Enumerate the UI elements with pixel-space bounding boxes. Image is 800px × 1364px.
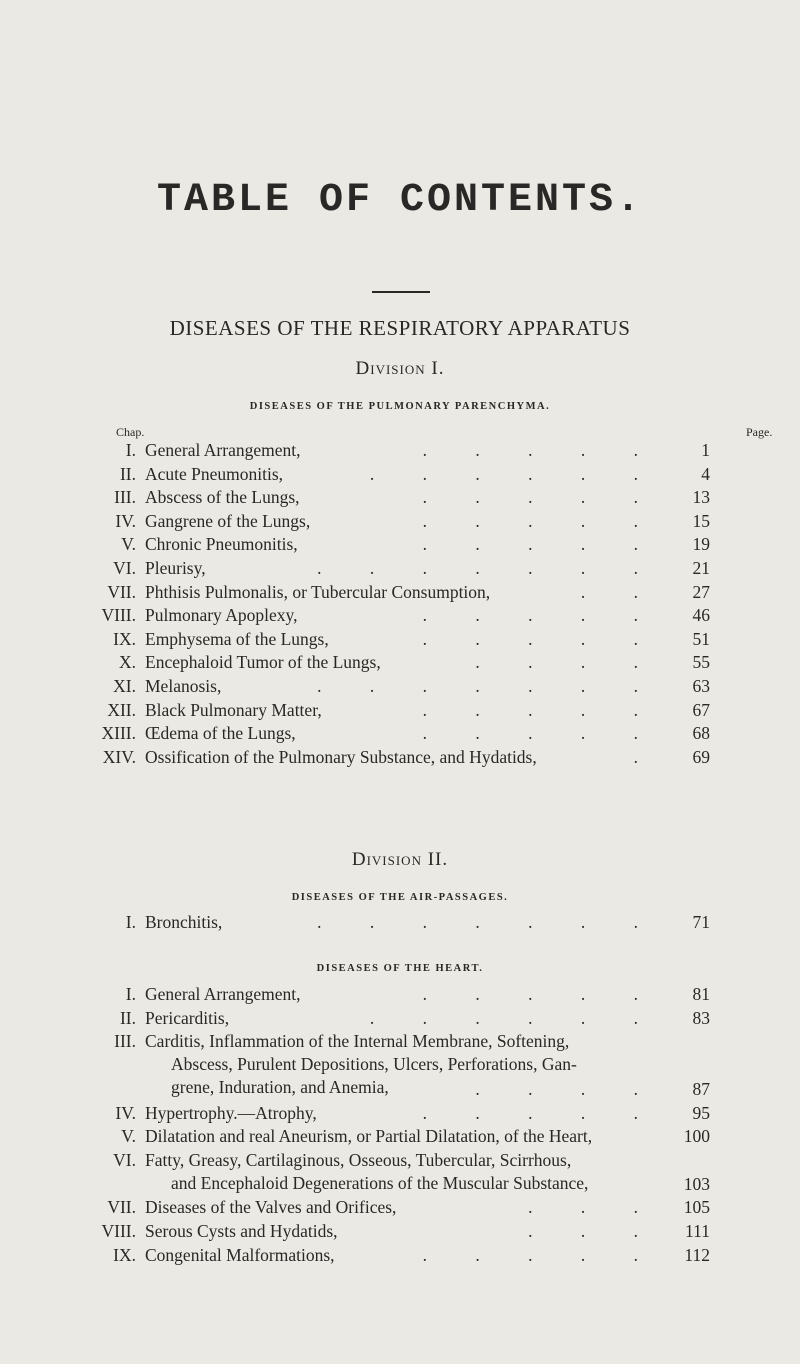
leader-dots: . . . . . . . — [317, 676, 660, 696]
page-number: 71 — [692, 912, 710, 932]
leader-dots: . . . — [528, 1221, 660, 1241]
chapter-title-line: Hypertrophy.—Atrophy, — [145, 1102, 317, 1123]
chapter-title — [145, 746, 665, 769]
chapter-title-line: Pleurisy, — [145, 558, 206, 578]
page-number: 81 — [692, 984, 710, 1004]
page-number: 63 — [692, 676, 710, 696]
leader-dots: . . . . . — [422, 699, 660, 720]
chapter-number: IX. — [113, 628, 136, 649]
page-number: 83 — [692, 1007, 710, 1028]
chapter-title-line: General Arrangement, — [145, 984, 301, 1004]
column-header-page: Page. — [746, 425, 773, 439]
chapter-number: IV. — [115, 510, 136, 531]
leader-dots: . . . . . — [422, 440, 660, 460]
chapter-number: VII. — [107, 1197, 136, 1218]
chapter-number: VIII. — [101, 605, 136, 626]
chapter-number: II. — [119, 1007, 136, 1028]
page-number: 15 — [692, 510, 710, 531]
main-heading: DISEASES OF THE RESPIRATORY APPARATUS — [169, 316, 631, 340]
chapter-title — [145, 1125, 665, 1148]
page-number: 13 — [692, 487, 710, 508]
chapter-number: I. — [125, 984, 136, 1004]
page-title: TABLE OF CONTENTS. — [156, 178, 644, 223]
chapter-number: IX. — [113, 1244, 136, 1265]
chapter-title-continuation: and Encephaloid Degenerations of the Muscular Substance, — [171, 1172, 589, 1193]
page-number: 4 — [701, 463, 710, 484]
leader-dots: . . . — [528, 1197, 660, 1218]
heart-subheading: DISEASES OF THE HEART. — [316, 963, 484, 974]
chapter-title-continuation: Abscess, Purulent Depositions, Ulcers, Perforations, Gan- — [171, 1054, 577, 1075]
leader-dots: . . . . . . — [369, 463, 660, 484]
chapter-title-line: Acute Pneumonitis, — [145, 463, 284, 484]
chapter-title-line: Dilatation and real Aneurism, or Partial Dilatation, of the Heart, — [145, 1126, 593, 1147]
page-number: 67 — [692, 699, 710, 720]
leader-dots: . . . . . — [422, 628, 660, 649]
leader-dots: . . . . . . . — [317, 912, 660, 932]
page-number: 100 — [683, 1126, 710, 1147]
chapter-title-line: Encephaloid Tumor of the Lungs, — [145, 652, 381, 673]
chapter-title-line: Pulmonary Apoplexy, — [145, 605, 298, 626]
chapter-title-line: Congenital Malformations, — [145, 1244, 335, 1265]
chapter-title-line: Emphysema of the Lungs, — [145, 628, 329, 649]
chapter-title-line: Phthisis Pulmonalis, or Tubercular Consumption, — [145, 581, 491, 602]
chapter-title-line: Chronic Pneumonitis, — [145, 534, 298, 555]
leader-dots: . . . . . — [422, 984, 660, 1004]
chapter-title-line: Œdema of the Lungs, — [145, 723, 296, 744]
page-number: 87 — [692, 1078, 710, 1099]
page-number: 69 — [692, 746, 710, 767]
page-number: 51 — [692, 628, 710, 649]
chapter-number: XIV. — [102, 746, 136, 767]
chapter-number: III. — [114, 487, 136, 508]
chapter-title-line: Diseases of the Valves and Orifices, — [145, 1197, 397, 1218]
division-1-subheading: DISEASES OF THE PULMONARY PARENCHYMA. — [249, 401, 551, 412]
page-number: 111 — [685, 1221, 710, 1241]
chapter-number: V. — [121, 534, 136, 555]
chapter-title-line: Serous Cysts and Hydatids, — [145, 1221, 338, 1241]
chapter-number: I. — [125, 440, 136, 460]
page-number: 46 — [692, 605, 710, 626]
chapter-number: XI. — [113, 676, 136, 696]
leader-dots: . . . . . — [422, 487, 660, 508]
leader-dots: . . . . . . — [369, 1007, 660, 1028]
chapter-number: VII. — [107, 581, 136, 602]
division-1-heading: Division I. — [355, 358, 445, 379]
division-2-heading: Division II. — [351, 849, 449, 870]
page-number: 112 — [684, 1244, 710, 1265]
leader-dots: . . . . . — [422, 1244, 660, 1265]
chapter-title-line: Black Pulmonary Matter, — [145, 699, 322, 720]
leader-dots: . . . . — [475, 1078, 660, 1099]
leader-dots: . . . . . . . — [317, 558, 660, 578]
chapter-number: X. — [118, 652, 136, 673]
chapter-title-continuation: grene, Induration, and Anemia, — [171, 1077, 389, 1098]
chapter-title-line: General Arrangement, — [145, 440, 301, 460]
division-2-subheading: DISEASES OF THE AIR-PASSAGES. — [291, 892, 509, 903]
chapter-number: IV. — [115, 1102, 136, 1123]
chapter-title-line: Pericarditis, — [145, 1007, 230, 1028]
leader-dots: . . — [580, 581, 660, 602]
page-number: 105 — [683, 1197, 710, 1218]
chapter-number: XIII. — [101, 723, 136, 744]
page-number: 27 — [692, 581, 710, 602]
chapter-title-line: Bronchitis, — [145, 912, 223, 932]
chapter-number: V. — [121, 1126, 136, 1147]
chapter-title-line: Melanosis, — [145, 676, 222, 696]
leader-dots: . . . . — [475, 652, 660, 673]
leader-dots: . . . . . — [422, 510, 660, 531]
page-number: 103 — [683, 1173, 710, 1194]
leader-dots: . . . . . — [422, 1102, 660, 1123]
title-rule — [372, 291, 430, 293]
chapter-title-line: Gangrene of the Lungs, — [145, 510, 311, 531]
chapter-title-line: Carditis, Inflammation of the Internal Membrane, Softening, — [145, 1031, 570, 1052]
chapter-title-line: Abscess of the Lungs, — [145, 487, 300, 508]
leader-dots: . — [633, 746, 660, 767]
chapter-number: VI. — [113, 1149, 136, 1170]
page-number: 95 — [692, 1102, 710, 1123]
chapter-title-line: Ossification of the Pulmonary Substance, and Hydatids, — [145, 746, 537, 767]
leader-dots: . . . . . — [422, 605, 660, 626]
chapter-number: XII. — [107, 699, 136, 720]
chapter-number: VIII. — [101, 1221, 136, 1241]
column-header-chapter: Chap. — [116, 425, 145, 439]
chapter-title-line: Fatty, Greasy, Cartilaginous, Osseous, Tubercular, Scirrhous, — [145, 1149, 572, 1170]
page-number: 1 — [701, 440, 710, 460]
page-number: 21 — [692, 558, 710, 578]
chapter-number: I. — [125, 912, 136, 932]
leader-dots: . . . . . — [422, 723, 660, 744]
leader-dots: . . . . . — [422, 534, 660, 555]
chapter-number: III. — [114, 1031, 136, 1052]
page-number: 55 — [692, 652, 710, 673]
chapter-number: II. — [119, 463, 136, 484]
page-number: 68 — [692, 723, 710, 744]
chapter-number: VI. — [113, 558, 136, 578]
page-number: 19 — [692, 534, 710, 555]
chapter-title — [145, 1149, 665, 1195]
